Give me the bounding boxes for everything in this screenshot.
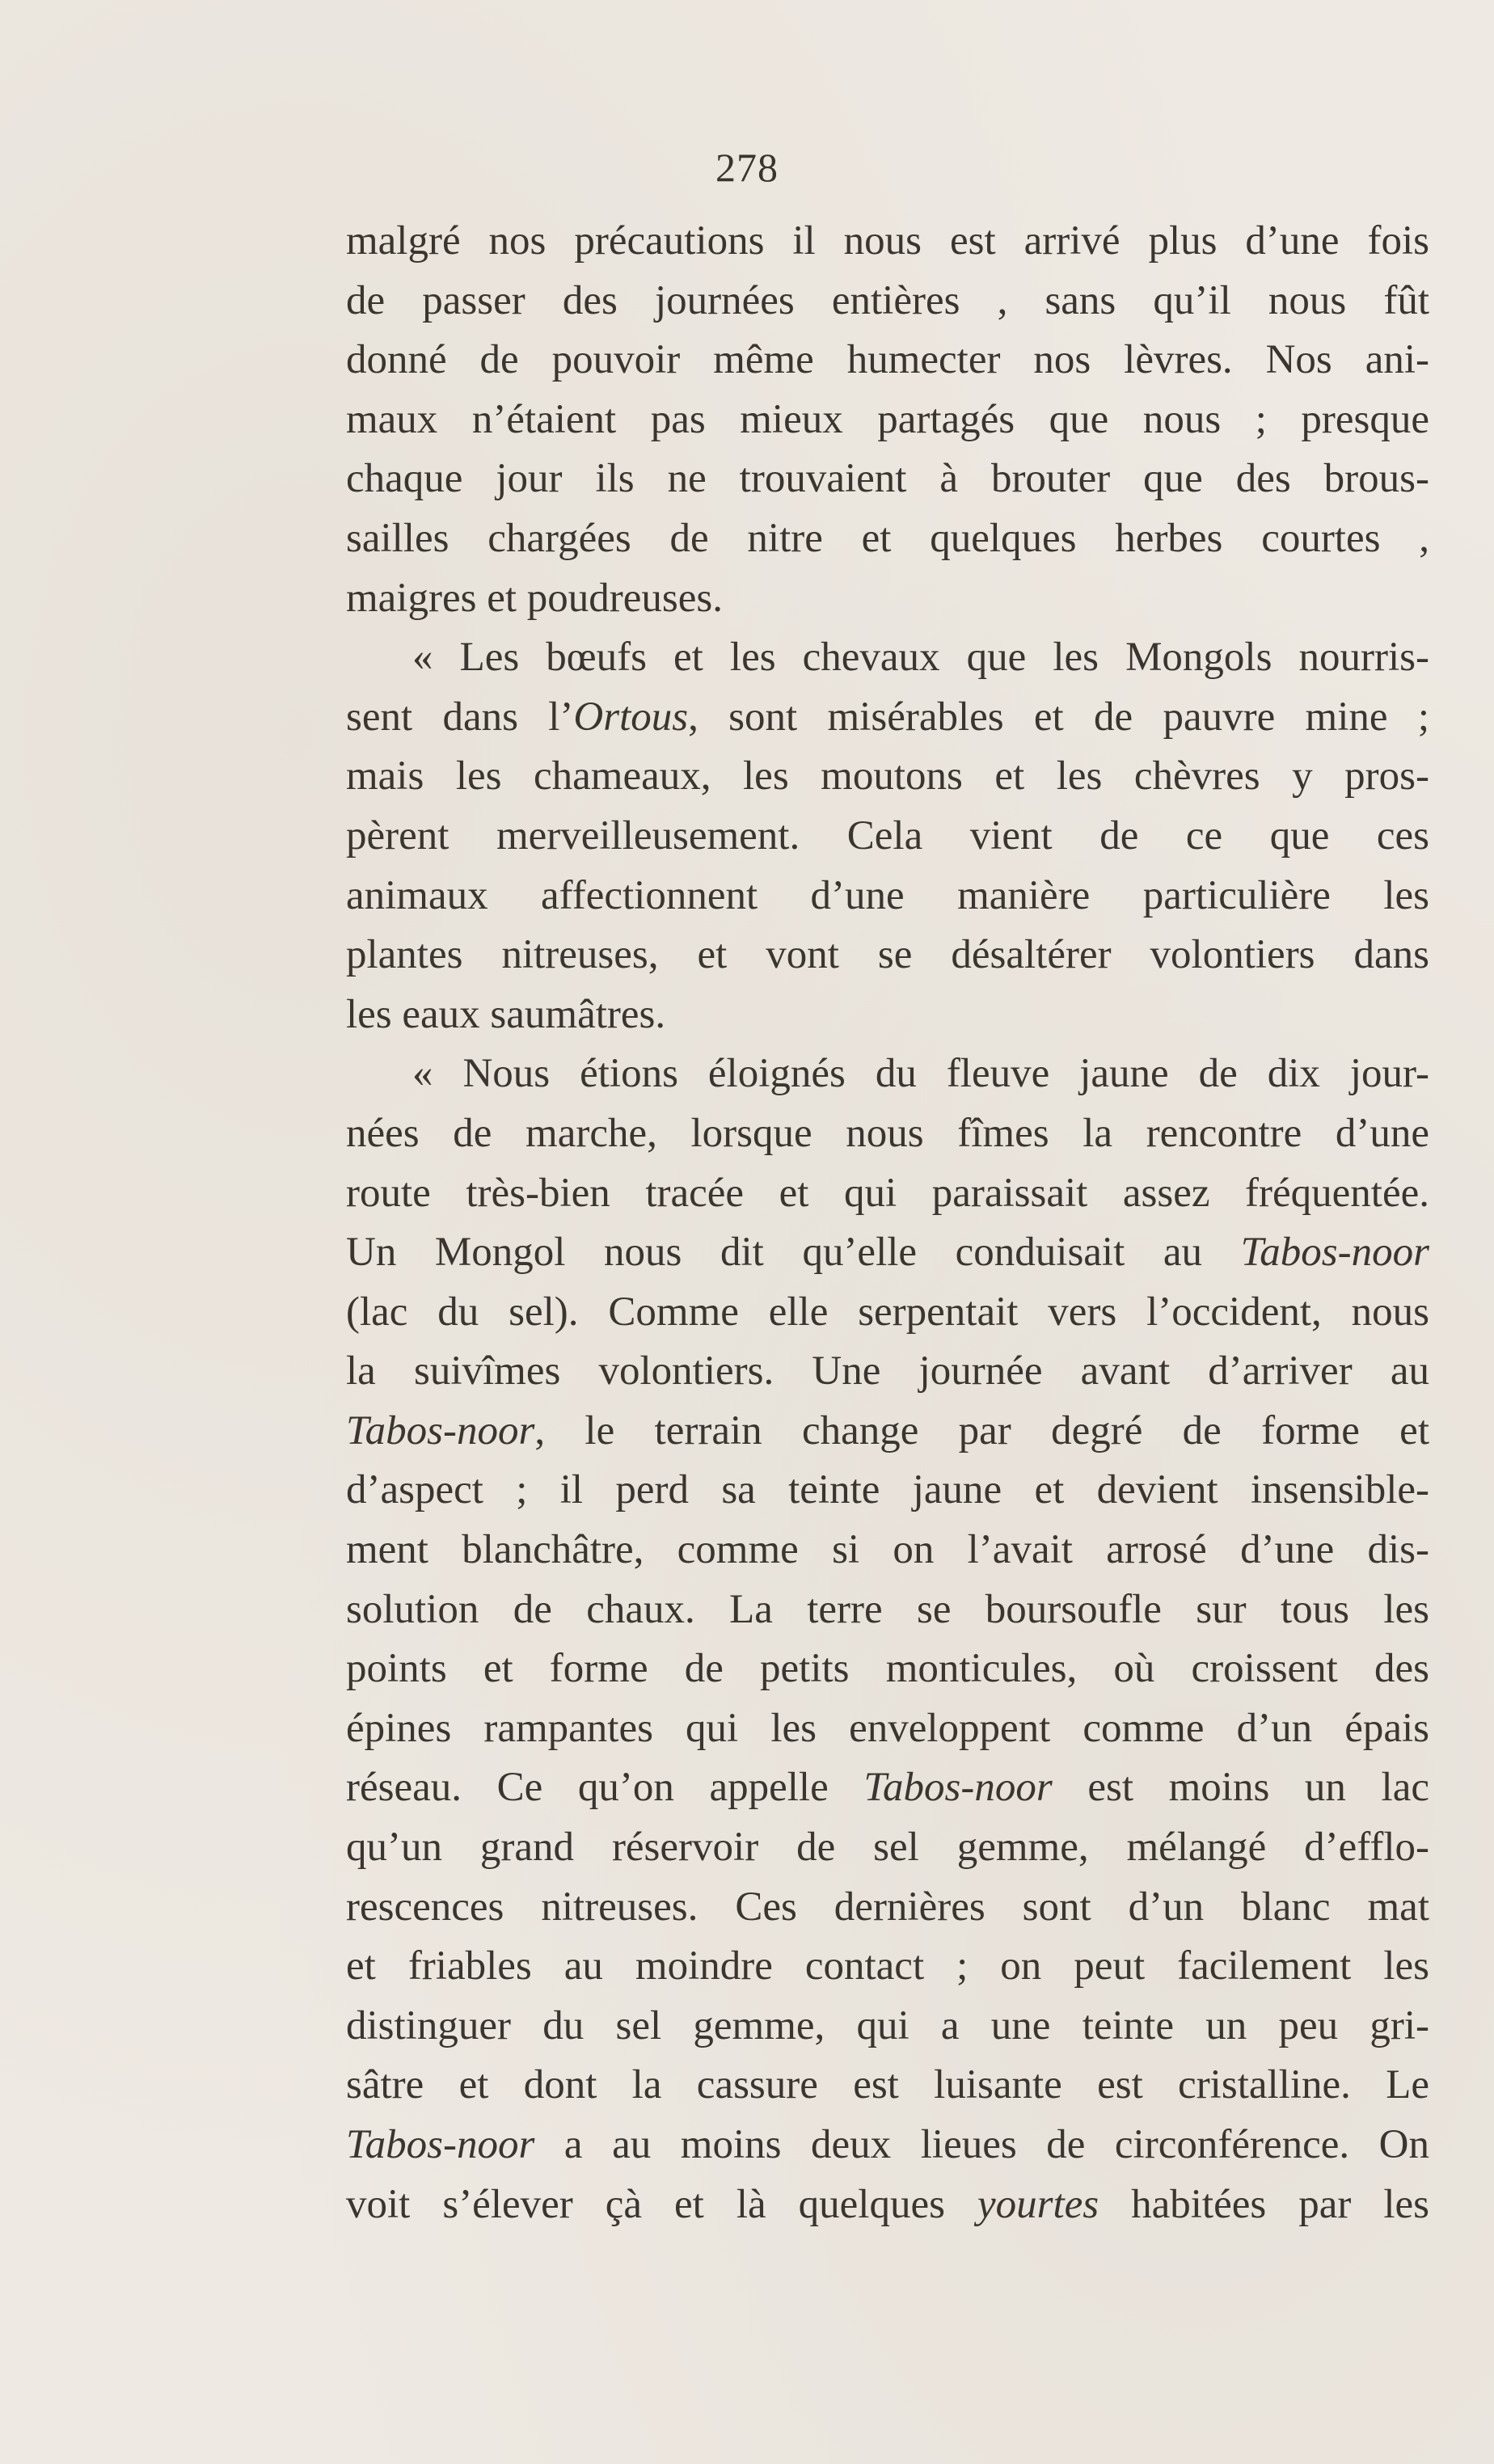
text-line: mais les chameaux, les moutons et les chèvres y pros- [346,753,1429,800]
text-line: maigres et poudreuses. [346,575,723,621]
text-line: les eaux saumâtres. [346,991,666,1037]
text-line: épines rampantes qui les enveloppent comme d’un épais [346,1705,1429,1751]
text-line: points et forme de petits monticules, où croissent des [346,1646,1429,1692]
text-line: ment blanchâtre, comme si on l’avait arrosé d’une dis- [346,1527,1429,1573]
text-line: sâtre et dont la cassure est luisante est cristalline. Le [346,2062,1429,2108]
body-text [346,212,1429,2234]
text-line: route très-bien tracée et qui paraissait assez fréquentée. [346,1170,1429,1216]
text-line: rescences nitreuses. Ces dernières sont d’un blanc mat [346,1884,1429,1930]
text-line: voit s’élever çà et là quelques yourtes habitées par les [346,2181,1430,2227]
text-line: solution de chaux. La terre se boursoufle sur tous les [346,1586,1429,1632]
text-line: qu’un grand réservoir de sel gemme, mélangé d’efflo- [346,1825,1429,1871]
text-line: de passer des journées entières , sans qu’il nous fût [346,277,1429,323]
text-line: Un Mongol nous dit qu’elle conduisait au Tabos-noor [346,1230,1429,1276]
text-line: animaux affectionnent d’une manière particulière les [346,872,1429,918]
text-line: Tabos-noor a au moins deux lieues de circonférence. On [346,2122,1429,2167]
text-line: chaque jour ils ne trouvaient à brouter que des brous- [346,456,1429,502]
text-line: plantes nitreuses, et vont se désaltérer volontiers dans [346,932,1429,978]
text-line: d’aspect ; il perd sa teinte jaune et devient insensible- [346,1467,1429,1513]
text-line: distinguer du sel gemme, qui a une teinte un peu gri- [346,2002,1429,2048]
text-line: « Les bœufs et les chevaux que les Mongols nourris- [412,635,1429,681]
text-line: Tabos-noor, le terrain change par degré de forme et [346,1407,1429,1454]
text-line: sailles chargées de nitre et quelques herbes courtes , [346,515,1429,561]
text-line: sent dans l’Ortous, sont misérables et de pauvre mine ; [346,694,1429,740]
text-line: nées de marche, lorsque nous fîmes la rencontre d’une [346,1110,1429,1156]
text-line: malgré nos précautions il nous est arrivé plus d’une fois [346,218,1429,264]
text-line: (lac du sel). Comme elle serpentait vers l’occident, nous [346,1289,1429,1335]
text-line: « Nous étions éloignés du fleuve jaune de dix jour- [412,1051,1429,1097]
text-line: donné de pouvoir même humecter nos lèvres. Nos ani- [346,337,1429,383]
page-number: 278 [715,145,779,190]
text-line: la suivîmes volontiers. Une journée avant d’arriver au [346,1348,1429,1394]
text-line: pèrent merveilleusement. Cela vient de ce que ces [346,812,1429,859]
text-line: maux n’étaient pas mieux partagés que nous ; presque [346,396,1429,442]
text-line: réseau. Ce qu’on appelle Tabos-noor est moins un lac [346,1765,1429,1811]
text-line: et friables au moindre contact ; on peut facilement les [346,1943,1429,1989]
